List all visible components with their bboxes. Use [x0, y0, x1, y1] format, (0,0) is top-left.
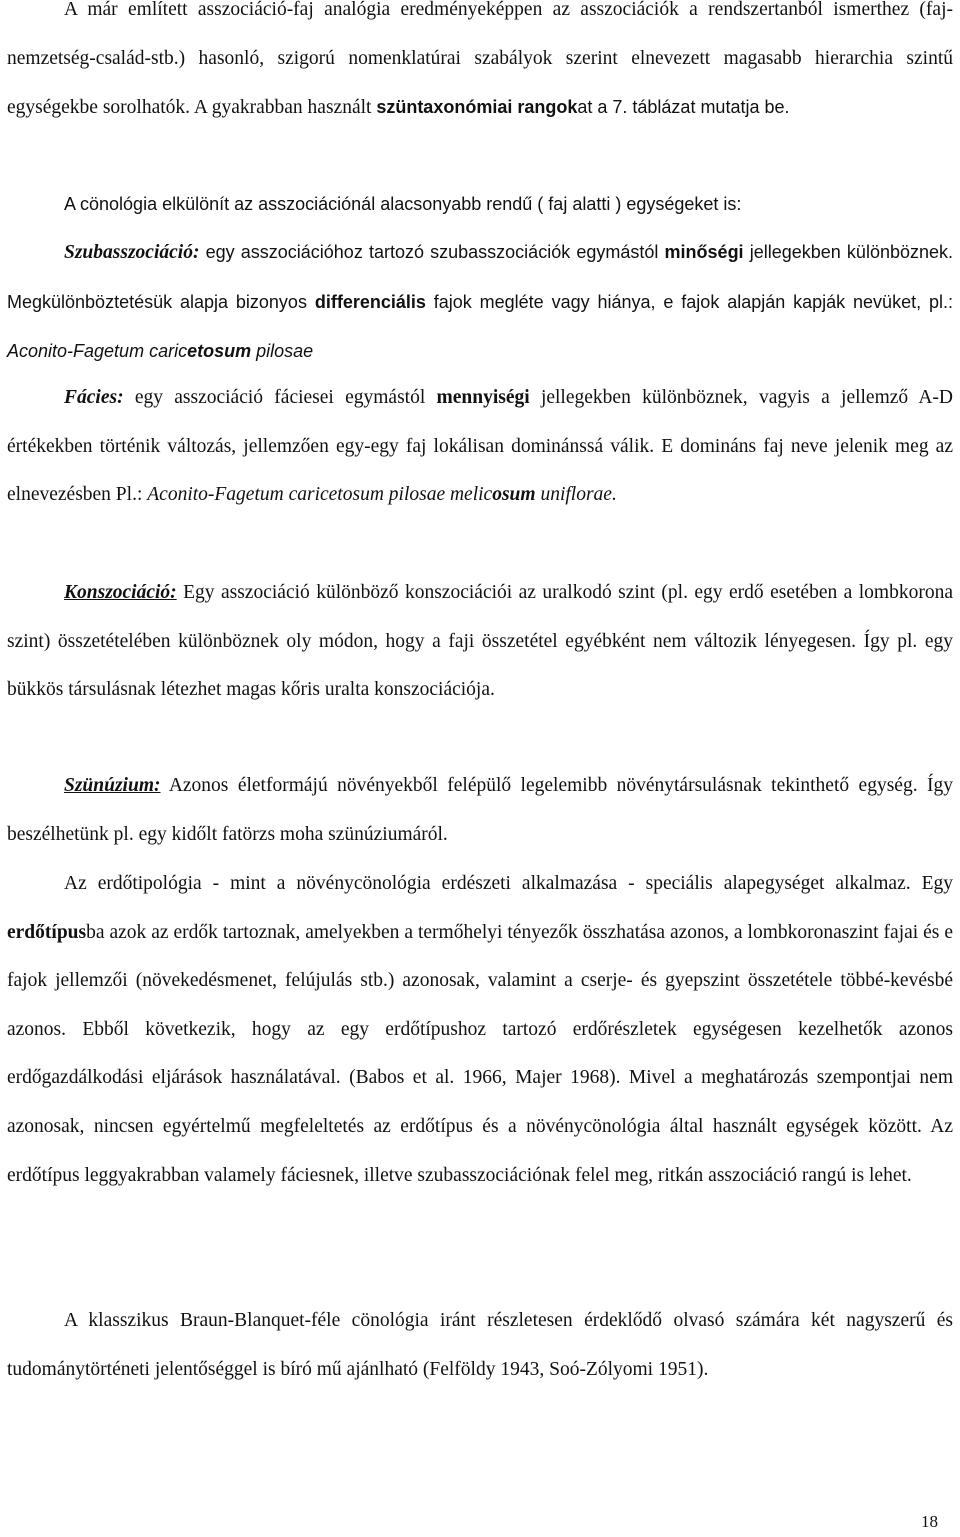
paragraph-syntaxonomy: [0, 0, 960, 133]
text-run: jellegekben különböznek. Megkülönböztetésük alapja bizonyos: [7, 242, 954, 312]
bold-term: minőségi: [664, 242, 744, 262]
text-run: at a 7. táblázat mutatja be.: [577, 97, 790, 118]
text-run: A cönológia elkülönít az asszociációnál alacsonyabb rendű ( faj alatti ) egységeket is:: [64, 194, 742, 214]
text-run: Azonos életformájú növényekből felépülő legelemibb növénytársulásnak tekinthető egység. Így beszélhetünk pl. egy kidőlt fatörzs moha szünúziumáról.: [7, 775, 953, 845]
paragraph-braun-blanquet: [0, 1297, 960, 1394]
italic-name: Aconito-Fagetum caricetosum pilosae melic: [147, 484, 493, 506]
term-synusium: Szünúzium:: [64, 775, 161, 796]
text-run: egy asszociáció fáciesei egymástól: [123, 387, 437, 408]
paragraph-forest-typology: [0, 860, 960, 1200]
text-run: A klasszikus Braun-Blanquet-féle cönológia iránt részletesen érdeklődő olvasó számára két nagyszerű és tudománytörténeti jelentőséggel is bíró mű ajánlható (Felföldy 1943, Soó-Zólyomi 1951).: [7, 1310, 953, 1380]
bold-italic-suffix: etosum: [187, 341, 252, 362]
italic-name: uniflorae.: [535, 484, 617, 506]
page-number: 18: [921, 1512, 938, 1531]
text-run: jellegekben különböznek, vagyis a jellemző A-D értékekben történik változás, jellemzően egy-egy faj lokálisan dominánssá válik. E domináns faj neve jelenik meg az elnevezésben Pl.:: [7, 387, 953, 506]
paragraph-facies: [0, 374, 960, 520]
paragraph-synusium: [0, 762, 960, 859]
text-run: ba azok az erdők tartoznak, amelyekben a termőhelyi tényezők összhatása azonos, a lombkoronaszint fajai és e fajok jellemzői (növekedésmenet, felújulás stb.) azonosak, valamint a cserje- és gyepszint összetétele többé-kevésbé azonos. Ebből következik, hogy az egy erdőtípushoz tartozó erdőrészletek egységesen kezelhetők azonos erdőgazdálkodási eljárások használatával. (Babos et al. 1966, Majer 1968). Mivel a meghatározás szempontjai nem azonosak, nincsen egyértelmű megfeleltetés az erdőtípus és a növénycönológia által használt egységek között. Az erdőtípus leggyakrabban valamely fáciesnek, illetve szubasszociációnak felel meg, ritkán asszociáció rangú is lehet.: [7, 921, 953, 1186]
text-run: egy asszociációhoz tartozó szubasszociációk egymástól: [199, 242, 665, 262]
term-subassociation: Szubasszociáció:: [64, 242, 200, 263]
paragraph-subassociation: [0, 228, 960, 377]
paragraph-consociation: [0, 569, 960, 715]
bold-term: differenciális: [314, 291, 426, 312]
text-run: fajok megléte vagy hiánya, e fajok alapján kapják nevüket, pl.:: [425, 291, 953, 312]
text-run: A már említett asszociáció-faj analógia eredményeképpen az asszociációk a rendszertanból ismerthez (faj-nemzetség-család-stb.) hasonló, szigorú nomenklatúrai szabályok szerint elnevezett magasabb hierarchia szintű egységekbe sorolhatók. A gyakrabban használt: [7, 0, 953, 119]
paragraph-lower-units-intro: [0, 180, 960, 229]
italic-name: pilosae: [251, 341, 314, 362]
bold-term: mennyiségi: [436, 387, 530, 408]
text-run: Az erdőtipológia - mint a növénycönológia erdészeti alkalmazása - speciális alapegységet alkalmaz. Egy: [64, 873, 953, 894]
text-run: Egy asszociáció különböző konszociációi az uralkodó szint (pl. egy erdő esetében a lombkorona szint) összetételében különböznek oly módon, hogy a faji összetétel egyébként nem változik lényegesen. Így pl. egy bükkös társulásnak létezhet magas kőris uralta konszociációja.: [7, 582, 953, 701]
term-facies: Fácies:: [64, 387, 124, 408]
italic-name: Aconito-Fagetum caric: [7, 341, 188, 362]
bold-italic-suffix: osum: [492, 484, 536, 506]
term-consociation: Konszociáció:: [64, 582, 177, 603]
bold-term: szüntaxonómiai rangok: [376, 97, 578, 118]
bold-term: erdőtípus: [7, 921, 87, 943]
